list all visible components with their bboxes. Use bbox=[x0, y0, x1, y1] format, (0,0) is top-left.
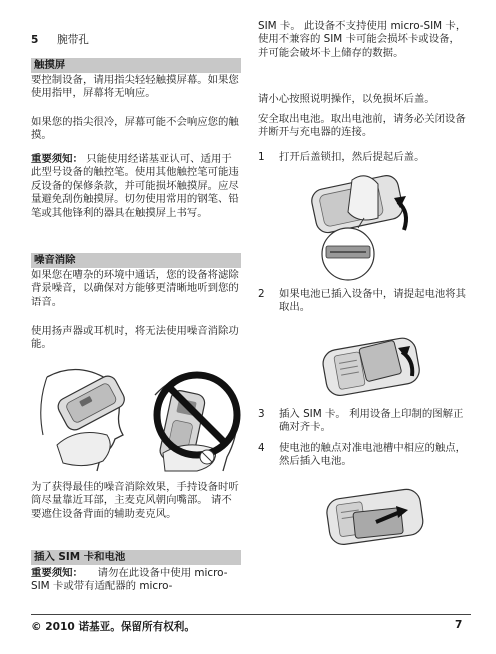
sim-continued-paragraph: SIM 卡。 此设备不支持使用 micro-SIM 卡，使用不兼容的 SIM 卡可能会损坏卡或设备，并可能会破坏卡上储存的数据。 bbox=[258, 20, 467, 59]
remove-battery-illustration bbox=[320, 330, 426, 400]
touch-paragraph-2: 如果您的指尖很冷，屏幕可能不会响应您的触摸。 bbox=[31, 116, 239, 142]
step-number: 1 bbox=[258, 151, 265, 163]
touch-notice bbox=[31, 153, 241, 220]
battery-removal-paragraph: 安全取出电池。取出电池前，请务必关闭设备并断开与充电器的连接。 bbox=[258, 113, 466, 139]
chapter-number: 5 bbox=[31, 34, 39, 46]
step-text: 插入 SIM 卡。 利用设备上印制的图解正确对齐卡。 bbox=[279, 408, 464, 434]
step-2 bbox=[258, 288, 470, 315]
touch-notice-label: 重要须知： bbox=[31, 153, 83, 165]
noise-heading: 噪音消除 bbox=[31, 253, 241, 268]
step-text: 如果电池已插入设备中，请提起电池将其取出。 bbox=[279, 288, 467, 314]
noise-cancellation-illustration bbox=[37, 365, 242, 473]
chapter-heading bbox=[31, 32, 89, 47]
insert-battery-illustration bbox=[324, 486, 428, 548]
sim-notice-text: 请勿在此设备中使用 micro-SIM 卡或带有适配器的 micro- bbox=[31, 567, 228, 593]
step-text: 打开后盖锁扣，然后提起后盖。 bbox=[279, 151, 425, 163]
step-number: 4 bbox=[258, 442, 265, 454]
noise-paragraph-2: 使用扬声器或耳机时，将无法使用噪音消除功能。 bbox=[31, 325, 239, 351]
footer-copyright: © 2010 诺基亚。保留所有权利。 bbox=[31, 621, 195, 633]
sim-heading: 插入 SIM 卡和电池 bbox=[31, 550, 241, 565]
chapter-title: 腕带孔 bbox=[57, 34, 89, 46]
sim-notice bbox=[31, 567, 241, 594]
step-1 bbox=[258, 151, 470, 164]
caution-paragraph: 请小心按照说明操作，以免损坏后盖。 bbox=[258, 93, 435, 105]
step-text: 使电池的触点对准电池槽中相应的触点，然后插入电池。 bbox=[279, 442, 467, 468]
noise-paragraph-3: 为了获得最佳的噪音消除效果，手持设备时听筒尽量靠近耳部，主麦克风朝向嘴部。 请不要遮住设备背面的辅助麦克风。 bbox=[31, 481, 239, 520]
footer-divider bbox=[31, 614, 471, 615]
step-3 bbox=[258, 408, 470, 435]
step-4 bbox=[258, 442, 470, 469]
page-number: 7 bbox=[455, 619, 463, 631]
touch-notice-text: 只能使用经诺基亚认可、适用于此型号设备的触控笔。使用其他触控笔可能违反设备的保修条款，并可能损坏触摸屏。应尽量避免刮伤触摸屏。切勿使用常用的钢笔、铅笔或其他锋利的器具在触摸屏上书写。 bbox=[31, 153, 239, 219]
touch-paragraph-1: 要控制设备，请用指尖轻轻触摸屏幕。如果您使用指甲，屏幕将无响应。 bbox=[31, 74, 239, 100]
noise-paragraph-1: 如果您在嘈杂的环境中通话，您的设备将滤除背景噪音，以确保对方能够更清晰地听到您的语音。 bbox=[31, 269, 239, 308]
sim-notice-label: 重要须知： bbox=[31, 567, 83, 579]
step-number: 3 bbox=[258, 408, 265, 420]
open-back-cover-illustration bbox=[308, 172, 420, 282]
step-number: 2 bbox=[258, 288, 265, 300]
touch-heading: 触摸屏 bbox=[31, 58, 241, 73]
